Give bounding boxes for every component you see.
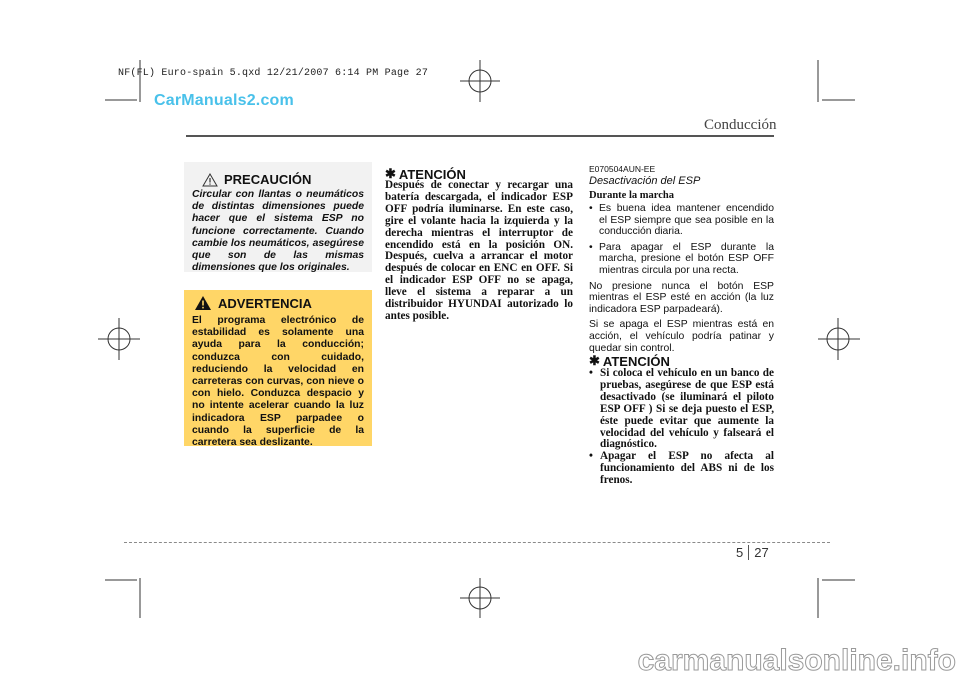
warning-box <box>184 290 372 449</box>
watermark-bottom <box>590 640 960 678</box>
footer-divider <box>124 542 830 543</box>
section-code: E070504AUN-EE <box>589 164 656 174</box>
list-item: • Apagar el ESP no afecta al funcionamiento del ABS ni de los frenos. <box>589 451 774 487</box>
list-item: • Para apagar el ESP durante la marcha, presione el botón ESP OFF mientras circula por una recta. <box>589 242 774 277</box>
paragraph: No presione nunca el botón ESP mientras el ESP esté en acción (la luz indicadora ESP parpadeará). <box>589 280 774 315</box>
print-slug: NF(FL) Euro-spain 5.qxd 12/21/2007 6:14 PM Page 27 <box>118 68 429 79</box>
precaution-text: Circular con llantas o neumáticos de distintas dimensiones puede hacer que el sistema ESP no funcione correctamente. Cuando cambie los neumáticos, asegúrese que son de las mismas dimensiones que los originales. <box>192 189 364 274</box>
watermark-top: CarManuals2.com <box>154 92 294 109</box>
warning-triangle-icon <box>194 295 212 311</box>
precaution-title: PRECAUCIÓN <box>224 172 312 187</box>
warning-text: El programa electrónico de estabilidad es solamente una ayuda para la conducción; conduzca con cuidado, reduciendo la velocidad en carreteras con curvas, con nieve o con hielo. Conduzca despacio y no intente acelerar cuando la luz indicadora ESP parpadee o cuando la superficie de la carretera sea deslizante. <box>192 315 364 449</box>
warning-title: ADVERTENCIA <box>218 295 312 311</box>
list-item: • Si coloca el vehículo en un banco de pruebas, asegúrese de que ESP está desactivado (se iluminará el piloto ESP OFF ) Si se deja puesto el ESP, éste puede evitar que aumente la velocidad del vehículo y falseará el diagnóstico. <box>589 368 774 451</box>
paragraph: Si se apaga el ESP mientras está en acción, el vehículo podría patinar y quedar sin control. <box>589 319 774 354</box>
attention-title-2: ATENCIÓN <box>602 353 670 369</box>
section-subheading: Durante la marcha <box>589 190 674 201</box>
attention-star-icon: ✱ <box>589 353 600 368</box>
attention-title-1: ATENCIÓN <box>398 166 466 182</box>
esp-deactivation-section <box>589 164 774 354</box>
section-title: Conducción <box>704 117 777 133</box>
chapter-number: 5 <box>736 545 744 560</box>
attention-text-1: Después de conectar y recargar una batería descargada, el indicador ESP OFF podría iluminarse. En este caso, gire el volante hacia la izquierda y la derecha mientras el interruptor de encendido está en la posición ON. Después, cuelva a arrancar el motor después de colocar en ENC en OFF. Si el indicador ESP OFF no se apaga, lleve el sistema a reparar a un distribuidor HYUNDAI autorizado lo antes posible. <box>385 179 573 322</box>
section-heading: Desactivación del ESP <box>589 175 701 187</box>
warning-header <box>194 295 312 311</box>
precaution-box <box>184 162 372 272</box>
page-number-value: 27 <box>754 545 769 560</box>
page-number <box>736 545 769 560</box>
list-item: • Es buena idea mantener encendido el ESP siempre que sea posible en la conducción diaria. <box>589 203 774 238</box>
attention-star-icon: ✱ <box>385 166 396 181</box>
section-divider <box>186 135 774 137</box>
page-number-separator <box>748 545 749 560</box>
precaution-header <box>202 172 311 187</box>
attention-list-2 <box>589 368 774 487</box>
watermark-bottom-text: carmanualsonline.info <box>637 644 956 677</box>
caution-triangle-icon <box>202 173 218 187</box>
